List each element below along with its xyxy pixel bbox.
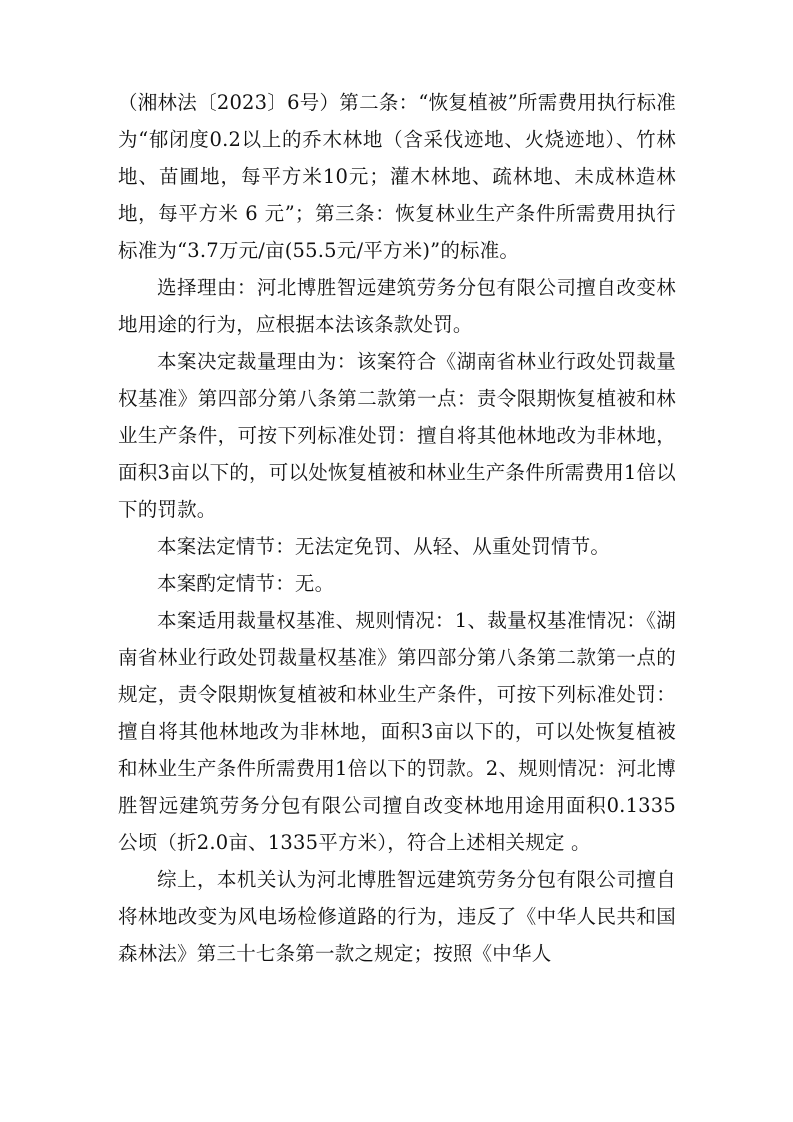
paragraph-standard-continuation: （湘林法〔2023〕6号）第二条：“恢复植被”所需费用执行标准为“郁闭度0.2以上的乔木林地（含采伐迹地、火烧迹地）、竹林地、苗圃地，每平方米10元；灌木林地、疏林地、未成林造林地，每平方米 6 元”；第三条：恢复林业生产条件所需费用执行标准为“3.7万元/亩(55.5元/平方米)”的标准。 bbox=[118, 91, 676, 262]
paragraph-applicable-benchmark: 本案适用裁量权基准、规则情况：1、裁量权基准情况：《湖南省林业行政处罚裁量权基准》第四部分第八条第二款第一点的规定，责令限期恢复植被和林业生产条件，可按下列标准处罚：擅自将其他林地改为非林地，面积3亩以下的，可以处恢复植被和林业生产条件所需费用1倍以下的罚款。2、规则情况：河北博胜智远建筑劳务分包有限公司擅自改变林地用途用面积0.1335公顷（折2.0亩、1335平方米），符合上述相关规定 。 bbox=[118, 609, 676, 854]
paragraph-discretionary-circumstances: 本案酌定情节：无。 bbox=[157, 572, 335, 595]
paragraph-conclusion: 综上，本机关认为河北博胜智远建筑劳务分包有限公司擅自将林地改变为风电场检修道路的行为，违反了《中华人民共和国森林法》第三十七条第一款之规定；按照《中华人 bbox=[118, 868, 676, 965]
paragraph-discretion-reason: 本案决定裁量理由为：该案符合《湖南省林业行政处罚裁量权基准》第四部分第八条第二款第一点：责令限期恢复植被和林业生产条件，可按下列标准处罚：擅自将其他林地改为非林地，面积3亩以下的，可以处恢复植被和林业生产条件所需费用1倍以下的罚款。 bbox=[118, 350, 676, 521]
paragraph-statutory-circumstances: 本案法定情节：无法定免罚、从轻、从重处罚情节。 bbox=[157, 535, 611, 558]
document-body bbox=[118, 84, 676, 972]
paragraph-selection-reason: 选择理由：河北博胜智远建筑劳务分包有限公司擅自改变林地用途的行为，应根据本法该条款处罚。 bbox=[118, 276, 676, 336]
